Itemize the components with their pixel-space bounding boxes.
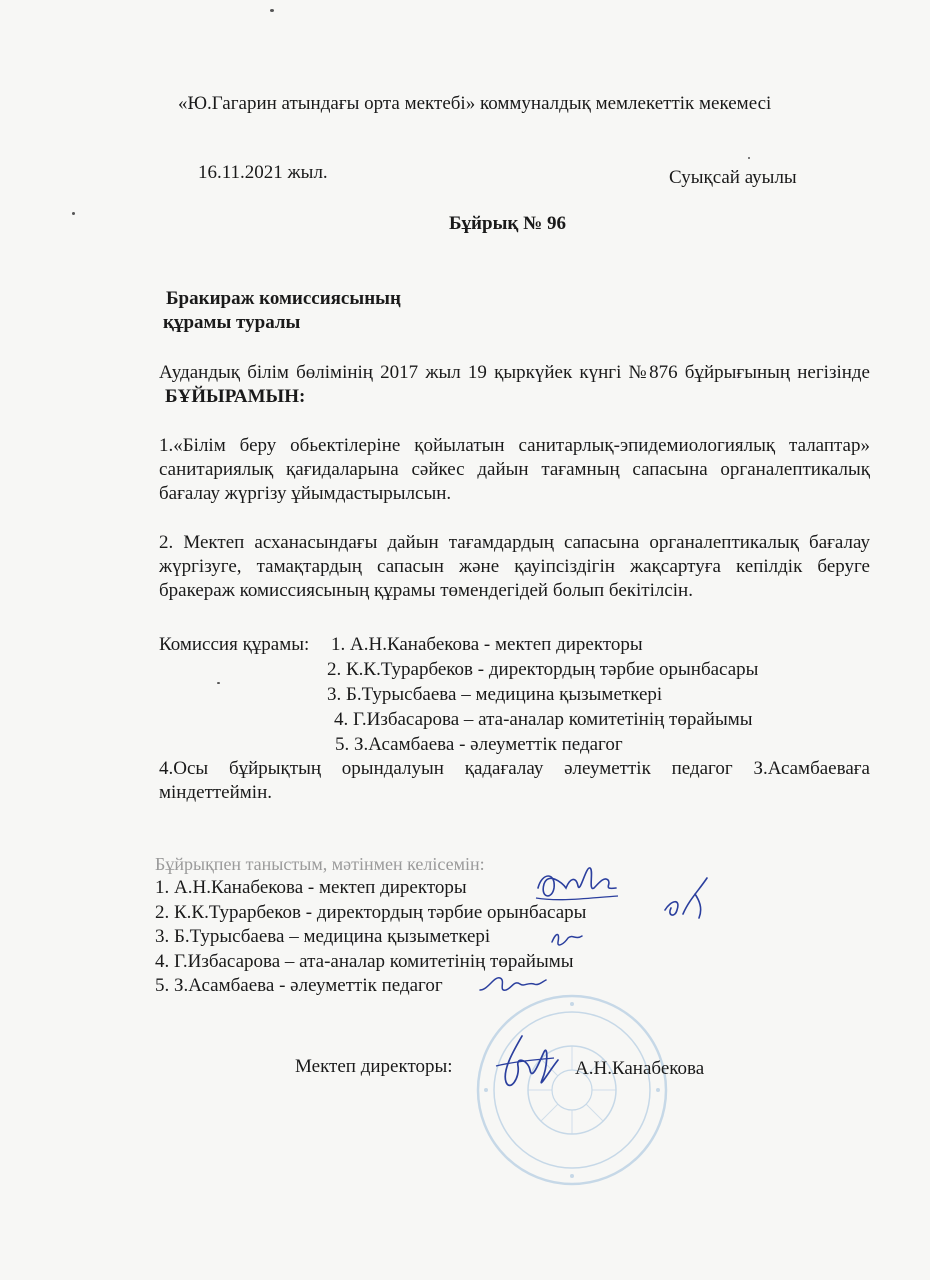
organization-name: «Ю.Гагарин атындағы орта мектебі» коммуналдық мемлекеттік мекемесі <box>178 93 772 114</box>
order-subject-line1: Бракираж комиссиясының <box>166 288 401 309</box>
acknowledgement-heading: Бұйрықпен таныстым, мәтінмен келісемін: <box>155 854 485 874</box>
preamble-command: БҰЙЫРАМЫН: <box>165 386 306 407</box>
commission-member: 5. З.Асамбаева - әлеуметтік педагог <box>335 734 623 755</box>
acknowledgement-person: 1. А.Н.Канабекова - мектеп директоры <box>155 877 467 898</box>
acknowledgement-person: 2. К.К.Турарбеков - директордың тәрбие орынбасары <box>155 902 587 923</box>
order-subject-line2: құрамы туралы <box>163 312 301 333</box>
order-item-4: 4.Осы бұйрықтың орындалуын қадағалау әлеуметтік педагог З.Асамбаеваға міндеттеймін. <box>159 758 870 803</box>
commission-member: 2. К.К.Турарбеков - директордың тәрбие орынбасары <box>327 659 759 680</box>
acknowledgement-person: 3. Б.Турысбаева – медицина қызыметкері <box>155 926 491 947</box>
director-name: А.Н.Канабекова <box>575 1058 705 1079</box>
order-item-2: 2. Мектеп асханасындағы дайын тағамдардың сапасына органалептикалық бағалау жүргізуге, тамақтардың сапасын және қауіпсіздігін жақсартуға кепілдік беруге бракераж комиссиясының құрамы төмендегідей болып бекітілсін. <box>159 532 870 601</box>
signature-turysbaeva <box>548 924 588 952</box>
order-title: Бұйрық № 96 <box>449 213 566 234</box>
commission-label: Комиссия құрамы: <box>159 634 310 655</box>
order-place: Суықсай ауылы <box>669 167 797 188</box>
scan-speck <box>748 157 750 159</box>
commission-member: 3. Б.Турысбаева – медицина қызыметкері <box>327 684 663 705</box>
signature-director <box>488 1030 564 1100</box>
acknowledgement-person: 5. З.Асамбаева - әлеуметтік педагог <box>155 975 443 996</box>
director-position: Мектеп директоры: <box>295 1056 453 1077</box>
order-preamble <box>159 361 870 409</box>
commission-member: 4. Г.Избасарова – ата-аналар комитетінің төрайымы <box>334 709 753 730</box>
acknowledgement-person: 4. Г.Избасарова – ата-аналар комитетінің төрайымы <box>155 951 574 972</box>
signature-kanabekova <box>532 858 622 908</box>
signature-turarbekov <box>655 870 725 926</box>
commission-member: 1. А.Н.Канабекова - мектеп директоры <box>331 634 643 655</box>
order-item-1: 1.«Білім беру обьектілеріне қойылатын санитарлық-эпидемиологиялық талаптар» санитариялық қағидаларына сәйкес дайын тағамның сапасына органалептикалық бағалау жүргізу ұйымдастырылсын. <box>159 435 870 504</box>
preamble-text: Аудандық білім бөлімінің 2017 жыл 19 қыркүйек күнгі №876 бұйрығының негізінде <box>159 362 870 383</box>
order-date: 16.11.2021 жыл. <box>198 162 328 183</box>
scan-speck <box>72 212 75 215</box>
scan-speck <box>217 682 220 684</box>
signature-asambaeva <box>478 970 548 1000</box>
scan-speck <box>270 9 274 12</box>
